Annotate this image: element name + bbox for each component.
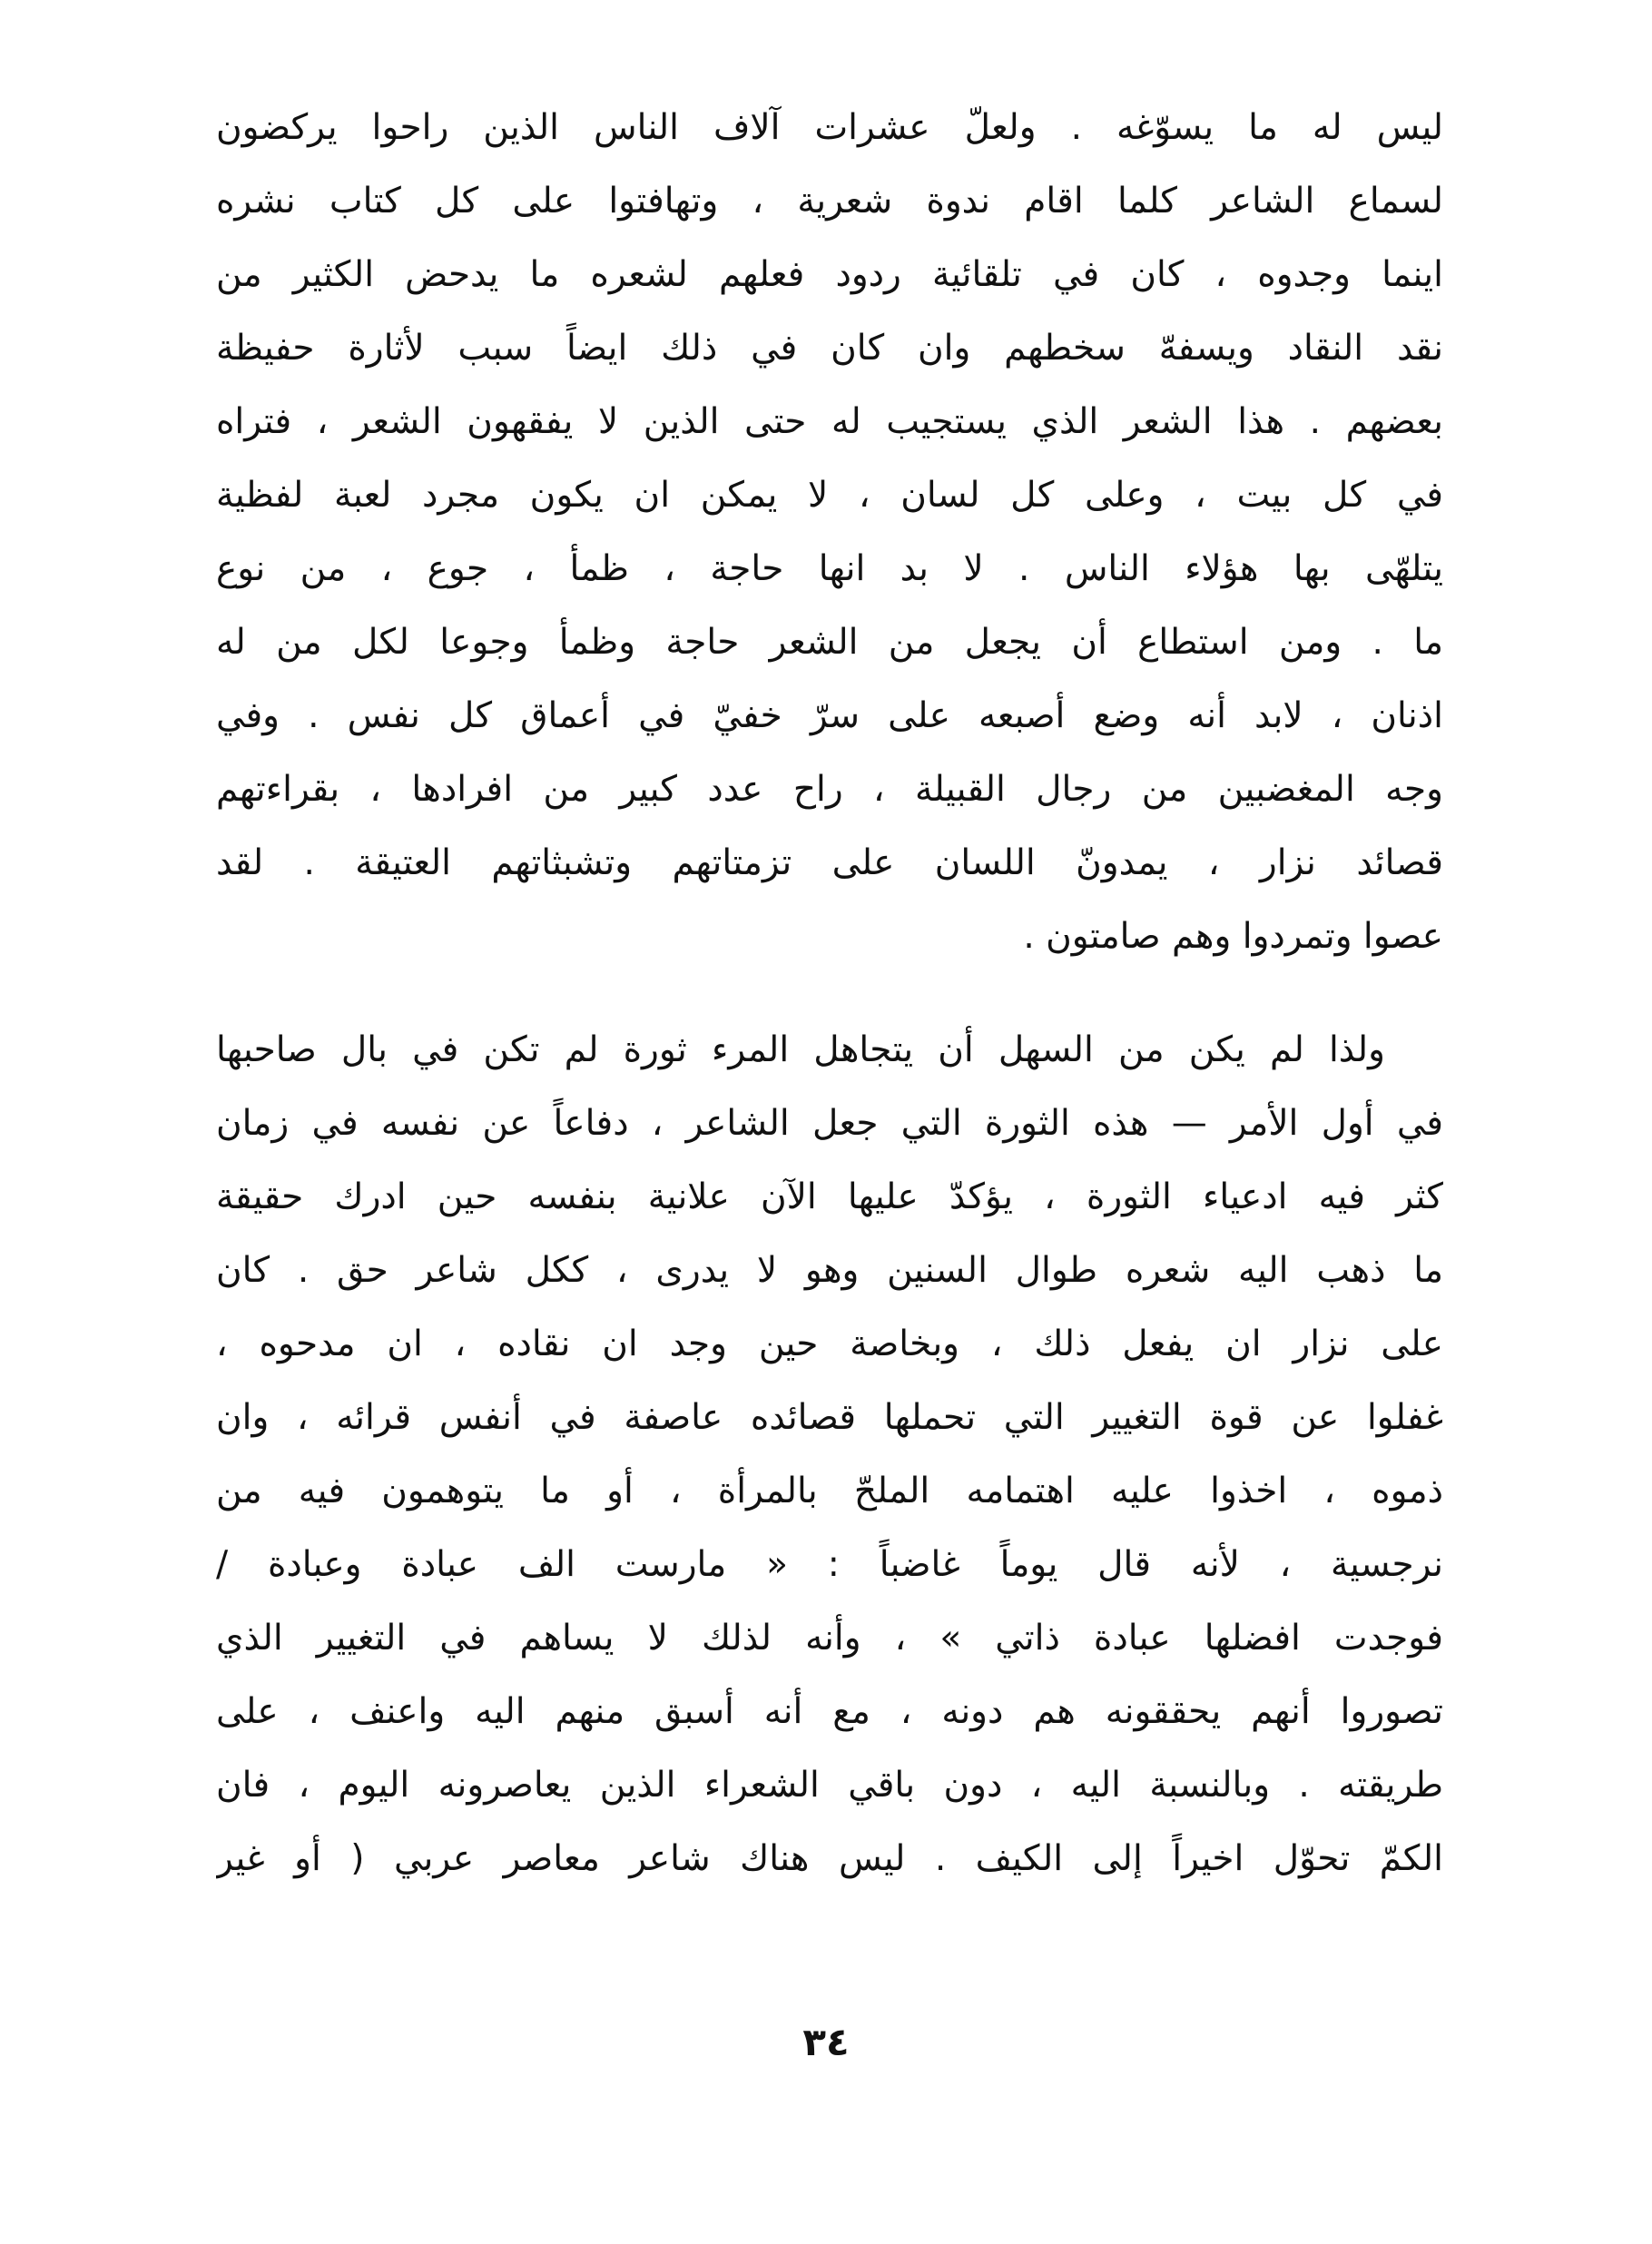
text-line: ليس له ما يسوّغه . ولعلّ عشرات آلاف الناس الذين راحوا يركضون xyxy=(216,107,1443,148)
text-line: ذموه ، اخذوا عليه اهتمامه الملحّ بالمرأة ، أو ما يتوهمون فيه من xyxy=(216,1471,1443,1511)
text-line: الكمّ تحوّل اخيراً إلى الكيف . ليس هناك شاعر معاصر عربي ( أو غير xyxy=(216,1838,1443,1879)
text-line: كثر فيه ادعياء الثورة ، يؤكدّ عليها الآن علانية بنفسه حين ادرك حقيقة xyxy=(216,1176,1443,1217)
text-line: لسماع الشاعر كلما اقام ندوة شعرية ، وتهافتوا على كل كتاب نشره xyxy=(216,181,1443,221)
text-line: غفلوا عن قوة التغيير التي تحملها قصائده عاصفة في أنفس قرائه ، وان xyxy=(216,1397,1443,1438)
text-line: ما ذهب اليه شعره طوال السنين وهو لا يدرى ، ككل شاعر حق . كان xyxy=(216,1250,1443,1291)
text-line: قصائد نزار ، يمدونّ اللسان على تزمتاتهم وتشبثاتهم العتيقة . لقد xyxy=(216,842,1443,883)
text-line: فوجدت افضلها عبادة ذاتي » ، وأنه لذلك لا يساهم في التغيير الذي xyxy=(216,1618,1443,1658)
text-line: تصوروا أنهم يحققونه هم دونه ، مع أنه أسبق منهم اليه واعنف ، على xyxy=(216,1691,1443,1732)
text-line: اينما وجدوه ، كان في تلقائية ردود فعلهم لشعره ما يدحض الكثير من xyxy=(216,254,1443,295)
text-line: طريقته . وبالنسبة اليه ، دون باقي الشعراء الذين يعاصرونه اليوم ، فان xyxy=(216,1765,1443,1806)
paragraph-1 xyxy=(216,91,1443,973)
text-line: ولذا لم يكن من السهل أن يتجاهل المرء ثورة لم تكن في بال صاحبها xyxy=(216,1029,1385,1070)
text-line: عصوا وتمردوا وهم صامتون . xyxy=(1023,916,1443,957)
text-line: في كل بيت ، وعلى كل لسان ، لا يمكن ان يكون مجرد لعبة لفظية xyxy=(216,475,1443,516)
text-line: اذنان ، لابد أنه وضع أصبعه على سرّ خفيّ في أعماق كل نفس . وفي xyxy=(216,695,1443,736)
page-number: ٣٤ xyxy=(802,2020,850,2064)
text-line: يتلهّى بها هؤلاء الناس . لا بد انها حاجة ، ظمأ ، جوع ، من نوع xyxy=(216,548,1443,589)
text-line: وجه المغضبين من رجال القبيلة ، راح عدد كبير من افرادها ، بقراءتهم xyxy=(216,769,1443,810)
paragraph-2 xyxy=(216,1013,1443,1895)
text-line: في أول الأمر — هذه الثورة التي جعل الشاعر ، دفاعاً عن نفسه في زمان xyxy=(216,1103,1443,1144)
text-line: على نزار ان يفعل ذلك ، وبخاصة حين وجد ان نقاده ، ان مدحوه ، xyxy=(216,1324,1443,1364)
text-line: ما . ومن استطاع أن يجعل من الشعر حاجة وظمأ وجوعا لكل من له xyxy=(216,622,1443,663)
text-line: نقد النقاد ويسفهّ سخطهم وان كان في ذلك ايضاً سبب لأثارة حفيظة xyxy=(216,328,1443,369)
text-line: بعضهم . هذا الشعر الذي يستجيب له حتى الذين لا يفقهون الشعر ، فتراه xyxy=(216,401,1443,442)
text-line: نرجسية ، لأنه قال يوماً غاضباً : « مارست الف عبادة وعبادة / xyxy=(216,1544,1443,1585)
